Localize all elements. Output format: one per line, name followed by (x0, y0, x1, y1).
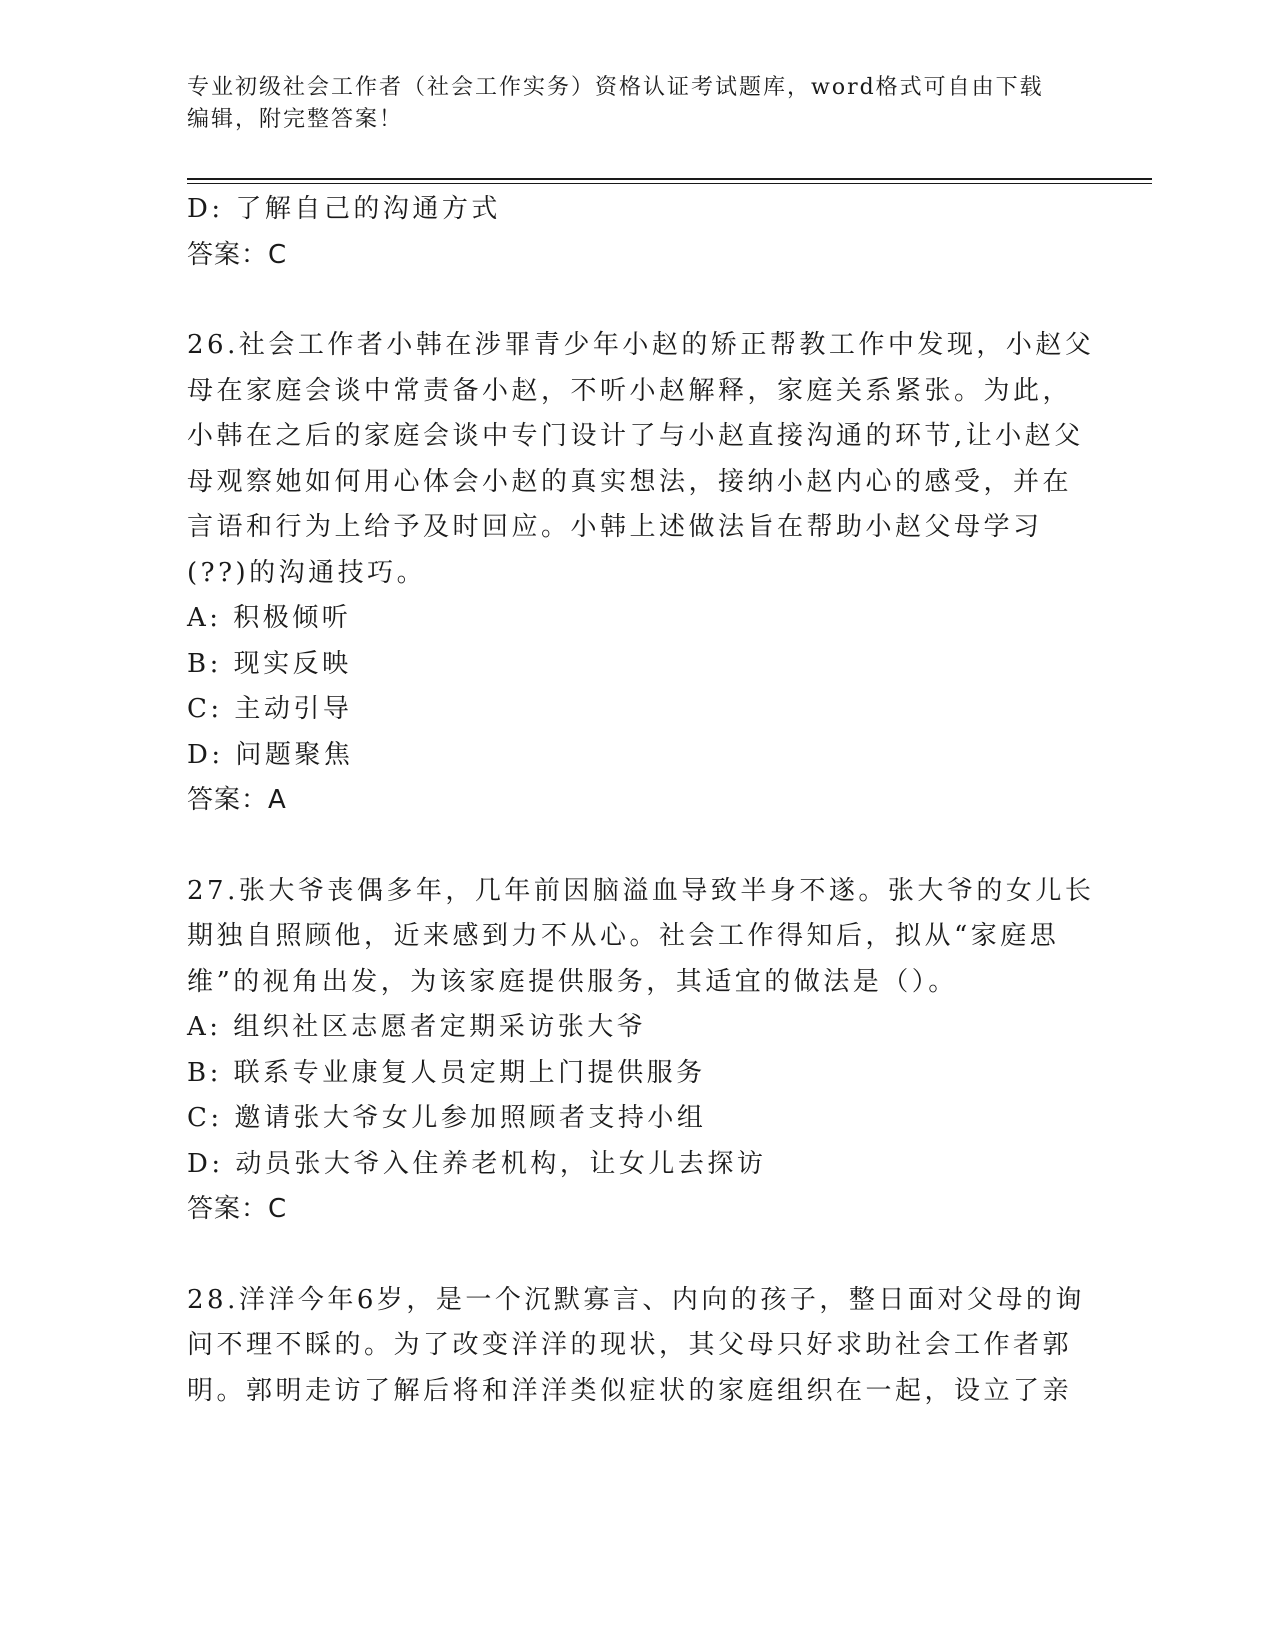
spacer (187, 278, 1082, 323)
question-stem-line: 26.社会工作者小韩在涉罪青少年小赵的矫正帮教工作中发现，小赵父 (187, 330, 1095, 360)
question-27 (187, 869, 1095, 1233)
question-stem-line: 小韩在之后的家庭会谈中专门设计了与小赵直接沟通的环节,让小赵父 (187, 421, 1084, 451)
header-rule-thick (187, 178, 1152, 180)
option-d: D: 了解自己的沟通方式 (187, 194, 501, 224)
question-stem-line: 27.张大爷丧偶多年，几年前因脑溢血导致半身不遂。张大爷的女儿长 (187, 875, 1095, 906)
header-line-2: 编辑，附完整答案！ (187, 107, 404, 132)
spacer (187, 824, 1082, 869)
option-c: C: 主动引导 (187, 694, 353, 724)
answer-line: 答案：C (187, 239, 288, 270)
question-stem-line: 母观察她如何用心体会小赵的真实想法，接纳小赵内心的感受，并在 (187, 466, 1073, 497)
question-stem-line: 问不理不睬的。为了改变洋洋的现状，其父母只好求助社会工作者郭 (187, 1330, 1073, 1360)
option-d: D: 问题聚焦 (187, 739, 354, 770)
document-body (187, 187, 1095, 1414)
option-a: A: 组织社区志愿者定期采访张大爷 (187, 1012, 647, 1042)
option-b: B: 联系专业康复人员定期上门提供服务 (187, 1057, 706, 1088)
answer-line: 答案：A (187, 785, 287, 815)
question-26 (187, 323, 1095, 824)
question-28 (187, 1278, 1085, 1415)
header-line-1: 专业初级社会工作者（社会工作实务）资格认证考试题库，word格式可自由下载 (187, 75, 1044, 100)
option-d: D: 动员张大爷入住养老机构，让女儿去探访 (187, 1148, 767, 1179)
question-stem-line: 期独自照顾他，近来感到力不从心。社会工作得知后，拟从“家庭思 (187, 921, 1060, 951)
option-c: C: 邀请张大爷女儿参加照顾者支持小组 (187, 1103, 707, 1133)
spacer (187, 1233, 1082, 1278)
question-stem-line: 28.洋洋今年6岁，是一个沉默寡言、内向的孩子，整日面对父母的询 (187, 1284, 1085, 1315)
question-stem-line: (??)的沟通技巧。 (187, 557, 427, 588)
header-rule-thin (187, 183, 1152, 184)
option-a: A: 积极倾听 (187, 603, 352, 633)
page-header (187, 72, 1067, 136)
question-stem-line: 言语和行为上给予及时回应。小韩上述做法旨在帮助小赵父母学习 (187, 512, 1043, 542)
question-stem-line: 维”的视角出发，为该家庭提供服务，其适宜的做法是（）。 (187, 966, 958, 997)
question-stem-line: 母在家庭会谈中常责备小赵，不听小赵解释，家庭关系紧张。为此， (187, 375, 1073, 406)
option-b: B: 现实反映 (187, 648, 352, 679)
question-25-tail (187, 187, 1082, 278)
question-stem-line: 明。郭明走访了解后将和洋洋类似症状的家庭组织在一起，设立了亲 (187, 1375, 1073, 1406)
answer-line: 答案：C (187, 1194, 288, 1224)
